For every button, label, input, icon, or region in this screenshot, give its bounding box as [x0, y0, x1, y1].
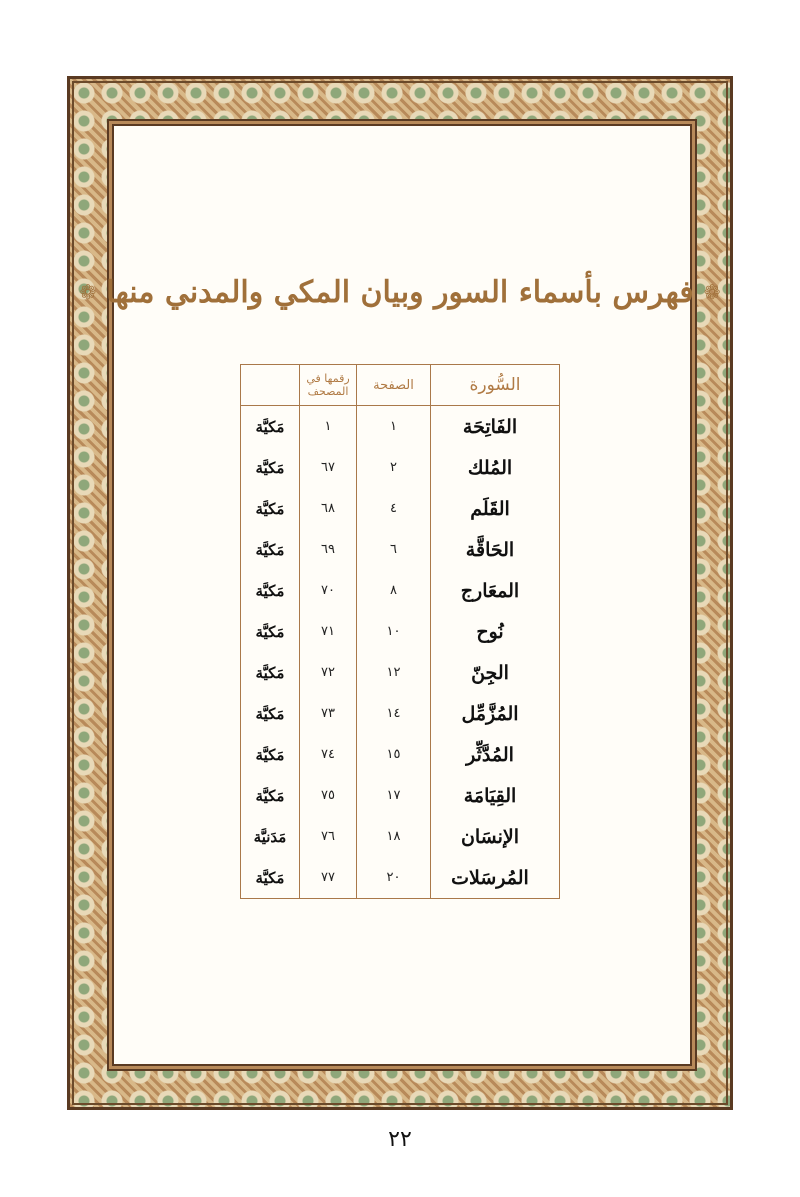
surah-number: ٧٧	[300, 857, 357, 899]
page-number: ١٨	[357, 816, 431, 857]
revelation-type: مَكيَّة	[241, 693, 300, 734]
surah-number: ٧٥	[300, 775, 357, 816]
revelation-type: مَكيَّة	[241, 447, 300, 488]
revelation-type: مَكيَّة	[241, 611, 300, 652]
table-row	[241, 529, 560, 570]
table-row	[241, 447, 560, 488]
surah-number: ٦٨	[300, 488, 357, 529]
table-row	[241, 611, 560, 652]
surah-number: ٦٧	[300, 447, 357, 488]
header-surah: السُّورة	[431, 365, 560, 406]
ornament-right-icon: ❁	[703, 280, 721, 304]
table-row	[241, 816, 560, 857]
surah-number: ٦٩	[300, 529, 357, 570]
surah-name: الحَاقَّة	[431, 529, 560, 570]
table-row	[241, 857, 560, 899]
revelation-type: مَكيَّة	[241, 652, 300, 693]
table-row	[241, 652, 560, 693]
table-row	[241, 488, 560, 529]
revelation-type: مَدَنيَّة	[241, 816, 300, 857]
page-number: ١٤	[357, 693, 431, 734]
surah-name: المُدَّثِّر	[431, 734, 560, 775]
surah-name: القَلَم	[431, 488, 560, 529]
page-number-footer: ٢٢	[388, 1127, 412, 1152]
page-number: ١	[357, 406, 431, 448]
header-number: رقمها في المصحف	[300, 365, 357, 406]
surah-name: المُزَّمِّل	[431, 693, 560, 734]
page-number: ٢٠	[357, 857, 431, 899]
page-number: ١٠	[357, 611, 431, 652]
surah-number: ٧٣	[300, 693, 357, 734]
surah-number: ٧٠	[300, 570, 357, 611]
surah-number: ٧١	[300, 611, 357, 652]
revelation-type: مَكيَّة	[241, 734, 300, 775]
header-type	[241, 365, 300, 406]
table-header-row	[241, 365, 560, 406]
revelation-type: مَكيَّة	[241, 570, 300, 611]
surah-name: المُرسَلات	[431, 857, 560, 899]
page-number: ٢	[357, 447, 431, 488]
surah-name: القِيَامَة	[431, 775, 560, 816]
table-row	[241, 693, 560, 734]
surah-name: الجِنّ	[431, 652, 560, 693]
revelation-type: مَكيَّة	[241, 488, 300, 529]
table-row	[241, 775, 560, 816]
page-number: ١٧	[357, 775, 431, 816]
surah-number: ١	[300, 406, 357, 448]
surah-number: ٧٢	[300, 652, 357, 693]
surah-name: الفَاتِحَة	[431, 406, 560, 448]
page-number: ١٢	[357, 652, 431, 693]
table-row	[241, 734, 560, 775]
revelation-type: مَكيَّة	[241, 529, 300, 570]
surah-index-table	[240, 364, 560, 899]
surah-name: نُوح	[431, 611, 560, 652]
surah-number: ٧٤	[300, 734, 357, 775]
table-row	[241, 406, 560, 448]
header-page: الصفحة	[357, 365, 431, 406]
revelation-type: مَكيَّة	[241, 775, 300, 816]
revelation-type: مَكيَّة	[241, 857, 300, 899]
table-row	[241, 570, 560, 611]
page-title: فهرس بأسماء السور وبيان المكي والمدني منها	[106, 274, 694, 310]
ornament-left-icon: ❁	[79, 280, 97, 304]
surah-name: المُلك	[431, 447, 560, 488]
title-block	[79, 262, 721, 322]
surah-name: الإنسَان	[431, 816, 560, 857]
page-number: ٤	[357, 488, 431, 529]
page-number: ١٥	[357, 734, 431, 775]
revelation-type: مَكيَّة	[241, 406, 300, 448]
surah-number: ٧٦	[300, 816, 357, 857]
page-number: ٦	[357, 529, 431, 570]
surah-name: المعَارج	[431, 570, 560, 611]
page-number: ٨	[357, 570, 431, 611]
